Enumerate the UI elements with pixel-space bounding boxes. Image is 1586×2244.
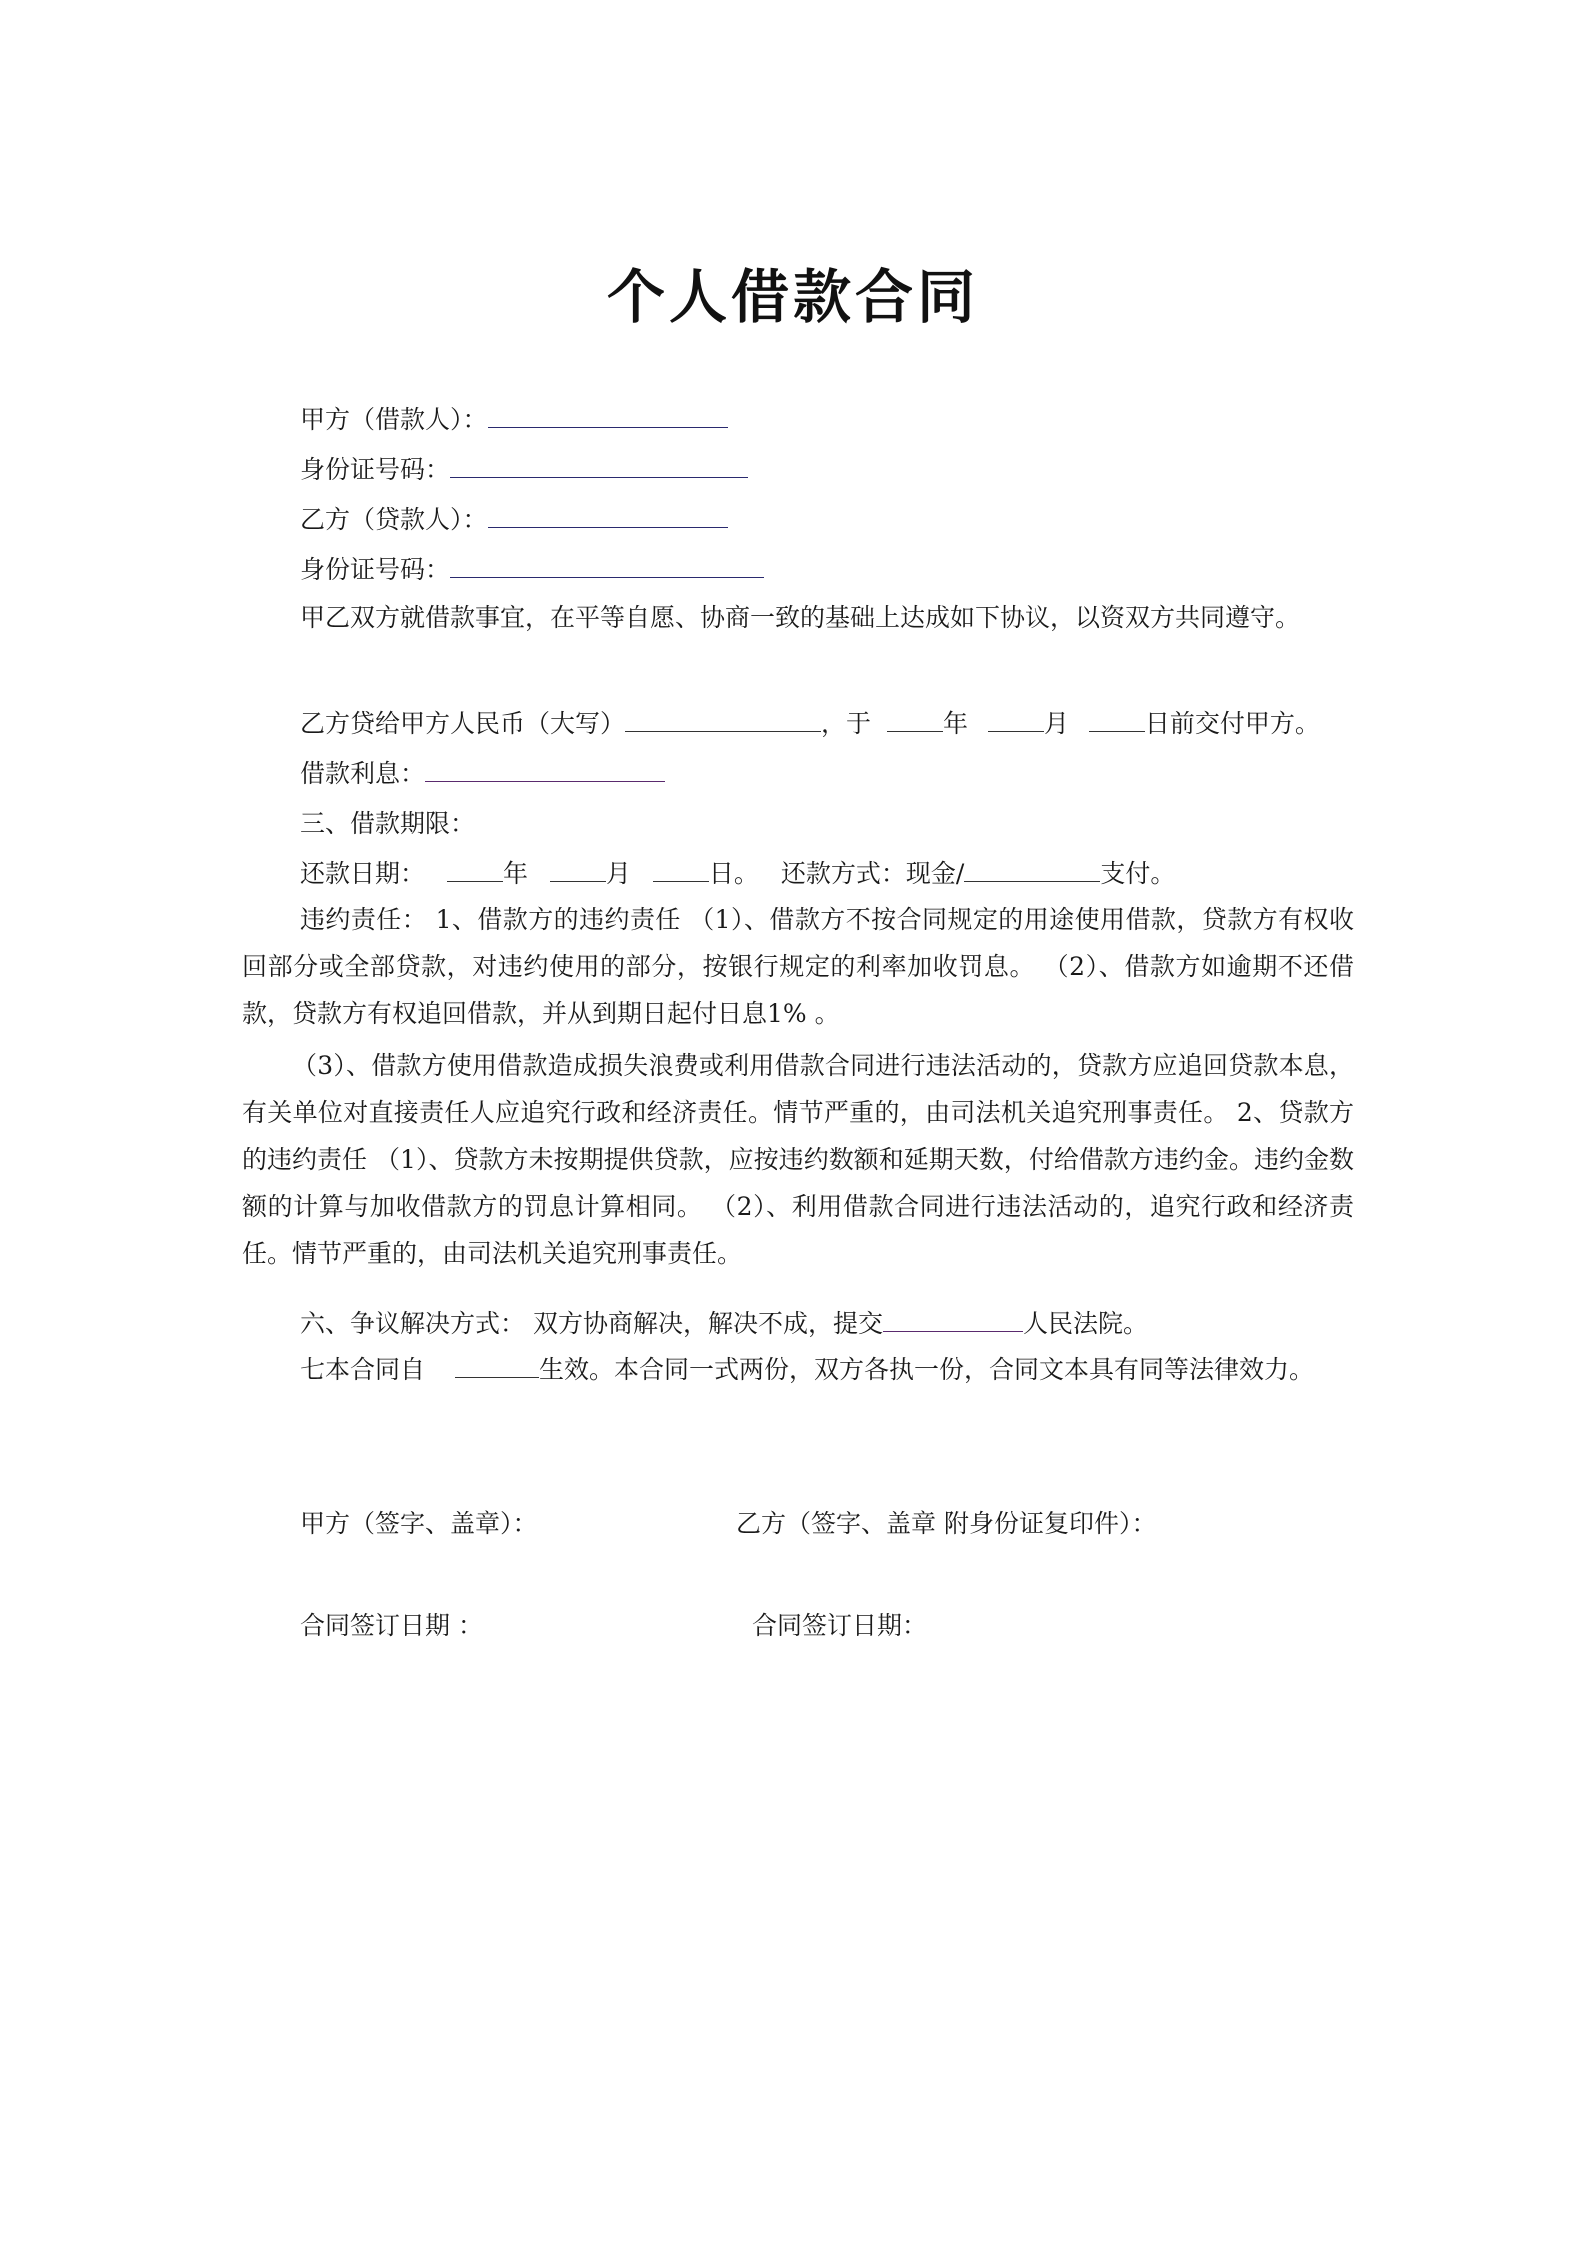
repay-year-label: 年 (502, 859, 528, 888)
repay-method-blank[interactable] (964, 857, 1100, 882)
sign-date-a: 合同签订日期 ： (300, 1611, 483, 1640)
effective-suffix: 生效。本合同一式两份，双方各执一份，合同文本具有同等法律效力。 (539, 1355, 1315, 1384)
party-b-blank[interactable] (488, 503, 728, 528)
dispute-line (300, 1304, 1148, 1340)
loan-month-blank[interactable] (988, 707, 1044, 732)
sign-party-b: 乙方（签字、盖章 附身份证复印件）： (736, 1509, 1157, 1538)
breach-paragraph-1: 违约责任： 1、借款方的违约责任 （1）、借款方不按合同规定的用途使用借款，贷款方有权收回部分或全部贷款，对违约使用的部分，按银行规定的利率加收罚息。 （2）、借款方如逾期不还借款，贷款方有权追回借款，并从到期日起付日息1% 。 (242, 905, 1354, 1028)
id-a-label: 身份证号码： (300, 455, 451, 484)
interest-line (300, 754, 665, 790)
id-a-blank[interactable] (450, 453, 748, 478)
intro-paragraph: 甲乙双方就借款事宜，在平等自愿、协商一致的基础上达成如下协议，以资双方共同遵守。 (300, 603, 1301, 632)
repay-line (300, 854, 1175, 890)
breach-paragraph-2: （3）、借款方使用借款造成损失浪费或利用借款合同进行违法活动的，贷款方应追回贷款本息，有关单位对直接责任人应追究行政和经济责任。情节严重的，由司法机关追究刑事责任。 2、贷款方的违约责任 （1）、贷款方未按期提供贷款，应按违约数额和延期天数，付给借款方违约金。违约金数额的计算与加收借款方的罚息计算相同。 （2）、利用借款合同进行违法活动的，追究行政和经济责任。情节严重的，由司法机关追究刑事责任。 (242, 1051, 1354, 1268)
loan-line (300, 704, 1320, 740)
id-a-line (300, 450, 748, 486)
sign-date-b: 合同签订日期： (752, 1611, 928, 1640)
party-b-line (300, 500, 728, 536)
loan-suffix: 日前交付甲方。 (1144, 709, 1320, 738)
repay-day-label: 日。 (708, 859, 759, 888)
loan-month-label: 月 (1043, 709, 1069, 738)
repay-method-label: 还款方式：现金/ (780, 859, 965, 888)
effective-paragraph (242, 1346, 1354, 1393)
loan-year-blank[interactable] (887, 707, 943, 732)
repay-month-label: 月 (605, 859, 631, 888)
loan-prefix: 乙方贷给甲方人民币（大写） (300, 709, 626, 738)
dispute-suffix: 人民法院。 (1022, 1309, 1148, 1338)
loan-amount-blank[interactable] (625, 707, 821, 732)
loan-day-blank[interactable] (1089, 707, 1145, 732)
party-a-label: 甲方（借款人）： (300, 405, 488, 434)
sign-party-a: 甲方（签字、盖章）： (300, 1509, 538, 1538)
id-b-line (300, 550, 764, 586)
party-b-label: 乙方（贷款人）： (300, 505, 488, 534)
dispute-prefix: 六、争议解决方式： 双方协商解决，解决不成，提交 (300, 1309, 883, 1338)
page-title: 个人借款合同 (606, 263, 979, 331)
repay-month-blank[interactable] (550, 857, 606, 882)
dispute-court-blank[interactable] (883, 1307, 1023, 1332)
party-a-blank[interactable] (488, 403, 728, 428)
effective-date-blank[interactable] (455, 1353, 539, 1378)
loan-year-label: 年 (942, 709, 968, 738)
interest-blank[interactable] (425, 757, 665, 782)
repay-year-blank[interactable] (447, 857, 503, 882)
id-b-blank[interactable] (450, 553, 764, 578)
id-b-label: 身份证号码： (300, 555, 451, 584)
interest-label: 借款利息： (300, 759, 426, 788)
repay-pay-label: 支付。 (1100, 859, 1176, 888)
loan-comma-yu: ，于 (821, 709, 872, 738)
repay-prefix: 还款日期： (300, 859, 426, 888)
repay-day-blank[interactable] (653, 857, 709, 882)
section-3-heading: 三、借款期限： (300, 809, 476, 838)
party-a-line (300, 400, 728, 436)
effective-prefix: 七本合同自 (300, 1355, 426, 1384)
